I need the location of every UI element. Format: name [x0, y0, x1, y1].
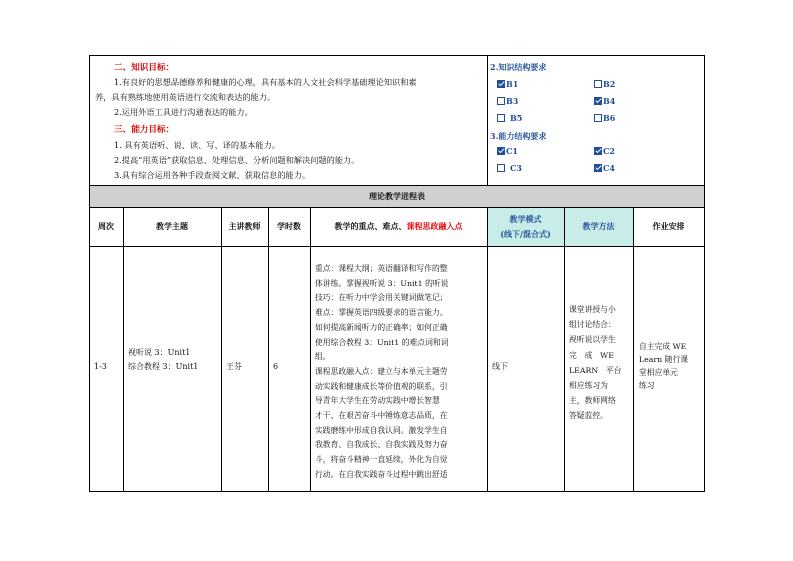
col-sep-5 [487, 207, 488, 492]
checkbox-c4-label: C4 [603, 163, 615, 173]
checkbox-c4[interactable] [594, 164, 602, 172]
focus-line: 动实践和健康成长等价值观的联系，引 [315, 381, 448, 391]
focus-line: 重点：课程大纲；英语翻译和写作的整 [315, 264, 448, 273]
method-line: 课堂讲授与小 [569, 305, 616, 314]
checkbox-b2-label: B2 [603, 79, 616, 89]
header-homework: 作业安排 [652, 221, 685, 231]
method-line: 相应练习为 [569, 381, 608, 391]
schedule-title: 理论教学进程表 [369, 191, 425, 201]
col-sep-7 [633, 207, 634, 492]
checkbox-b5-label: B5 [510, 113, 523, 123]
row-hours: 6 [273, 362, 279, 371]
method-line: 答疑监控。 [569, 411, 608, 421]
header-focus-text: 教学的重点、难点、 [334, 221, 407, 231]
row-topic-line2: 综合教程 3：Unit1 [128, 362, 199, 371]
checkbox-b4[interactable] [594, 97, 602, 105]
table-right-border [704, 55, 705, 492]
col-sep-3 [268, 207, 269, 492]
focus-line: 体讲练。掌握视听说 3：Unit1 的听说 [315, 278, 449, 288]
table-bottom-border [89, 491, 705, 492]
knowledge-goal-1-cont: 养，具有熟练地使用英语进行交流和表达的能力。 [95, 92, 276, 102]
checkbox-b3[interactable] [497, 97, 505, 105]
focus-line: 导青年大学生在劳动实践中增长智慧 [315, 396, 440, 406]
method-line: 主，教师网络 [569, 396, 616, 406]
method-line: 视听说以学生 [569, 335, 616, 345]
checkbox-c3-label: C3 [510, 163, 522, 173]
row-mode: 线下 [492, 362, 508, 371]
checkbox-c2-label: C2 [603, 146, 615, 156]
focus-line: 如何提高新闻听力的正确率；如何正确 [315, 322, 448, 332]
table-left-border [89, 55, 90, 492]
focus-line: 课程思政融入点：建立与本单元主题劳 [315, 366, 448, 376]
focus-line: 使用综合教程 3：Unit1 的难点词和词 [315, 337, 449, 347]
col-sep-4 [310, 207, 311, 492]
ability-goal-1: 1. 具有英语听、说、读、写、译的基本能力。 [114, 140, 280, 150]
checkbox-b1[interactable] [497, 80, 505, 88]
ability-goal-2: 2.提高“用英语”获取信息、处理信息、分析问题和解决问题的能力。 [114, 155, 360, 165]
checkbox-b3-label: B3 [506, 96, 519, 106]
checkbox-c2[interactable] [594, 147, 602, 155]
knowledge-goal-1: 1.有良好的思想品德修养和健康的心理，具有基本的人文社会科学基础理论知识和素 [114, 77, 417, 87]
focus-line: 我教育、自我成长、自我实践及努力奋 [315, 440, 448, 450]
header-teacher: 主讲教师 [228, 221, 261, 231]
checkbox-b4-label: B4 [603, 96, 616, 106]
checkbox-b6[interactable] [594, 114, 602, 122]
focus-line: 技巧：在听力中学会用关键词做笔记； [315, 293, 448, 303]
ability-goals-heading: 三、能力目标： [114, 125, 175, 135]
header-focus-red-text: 课程思政融入点 [406, 221, 463, 231]
focus-line: 斗，将奋斗精神一直延续，外化为自觉 [315, 455, 448, 465]
ability-requirements-title: 3.能力结构要求 [490, 131, 547, 141]
col-sep-2 [221, 207, 222, 492]
row-method [569, 302, 622, 424]
focus-line: 组。 [315, 352, 331, 362]
col-sep-6 [564, 207, 565, 492]
homework-line: 自主完成 WE [639, 342, 687, 351]
checkbox-c1-label: C1 [506, 146, 518, 156]
checkbox-b1-label: B1 [506, 79, 519, 89]
knowledge-goal-2: 2.运用外语工具进行沟通表达的能力。 [114, 107, 253, 117]
checkbox-b5[interactable] [497, 114, 505, 122]
checkbox-c3[interactable] [497, 164, 505, 172]
header-mode-line2: (线下/混合式) [500, 229, 551, 239]
focus-line: 行动。在自我实践奋斗过程中跳出舒适 [315, 469, 448, 479]
method-line: LEARN 平台 [569, 365, 622, 375]
header-week: 周次 [98, 221, 114, 231]
checkbox-c1[interactable] [497, 147, 505, 155]
homework-line: 练习 [639, 381, 655, 390]
row-focus [315, 262, 448, 483]
checkbox-b6-label: B6 [603, 113, 616, 123]
homework-line: Learn 随行课 [639, 355, 689, 364]
ability-goal-3: 3.具有综合运用各种手段查阅文献、获取信息的能力。 [114, 170, 311, 180]
knowledge-requirements-title: 2.知识结构要求 [490, 62, 547, 72]
header-method: 教学方法 [582, 221, 615, 231]
method-line: 组讨论结合： [569, 320, 616, 330]
homework-line: 堂相应单元 [639, 368, 678, 377]
checkbox-b2[interactable] [594, 80, 602, 88]
row-teacher: 王芬 [226, 362, 242, 371]
focus-line: 实践磨练中形成自我认同。激发学生自 [315, 425, 448, 435]
header-hours: 学时数 [277, 221, 301, 231]
row-homework [639, 340, 688, 392]
schedule-title-top-border [89, 185, 705, 186]
table-top-border [89, 55, 704, 56]
knowledge-goals-heading: 二、知识目标： [114, 63, 175, 73]
method-line: 完 成 WE [569, 350, 614, 360]
row-week: 1-3 [94, 362, 107, 371]
focus-line: 难点：掌握英语四级要求的语言能力。 [315, 308, 448, 318]
focus-line: 才干、在艰苦奋斗中锤炼意志品质，在 [315, 411, 448, 421]
col-sep-1 [123, 207, 124, 492]
header-bottom-border [89, 246, 705, 247]
row-topic-line1: 视听说 3：Unit1 [128, 348, 191, 357]
goals-divider [487, 55, 488, 185]
header-focus [310, 220, 487, 232]
header-topic: 教学主题 [156, 221, 188, 231]
header-mode-line1: 教学模式 [509, 214, 542, 224]
